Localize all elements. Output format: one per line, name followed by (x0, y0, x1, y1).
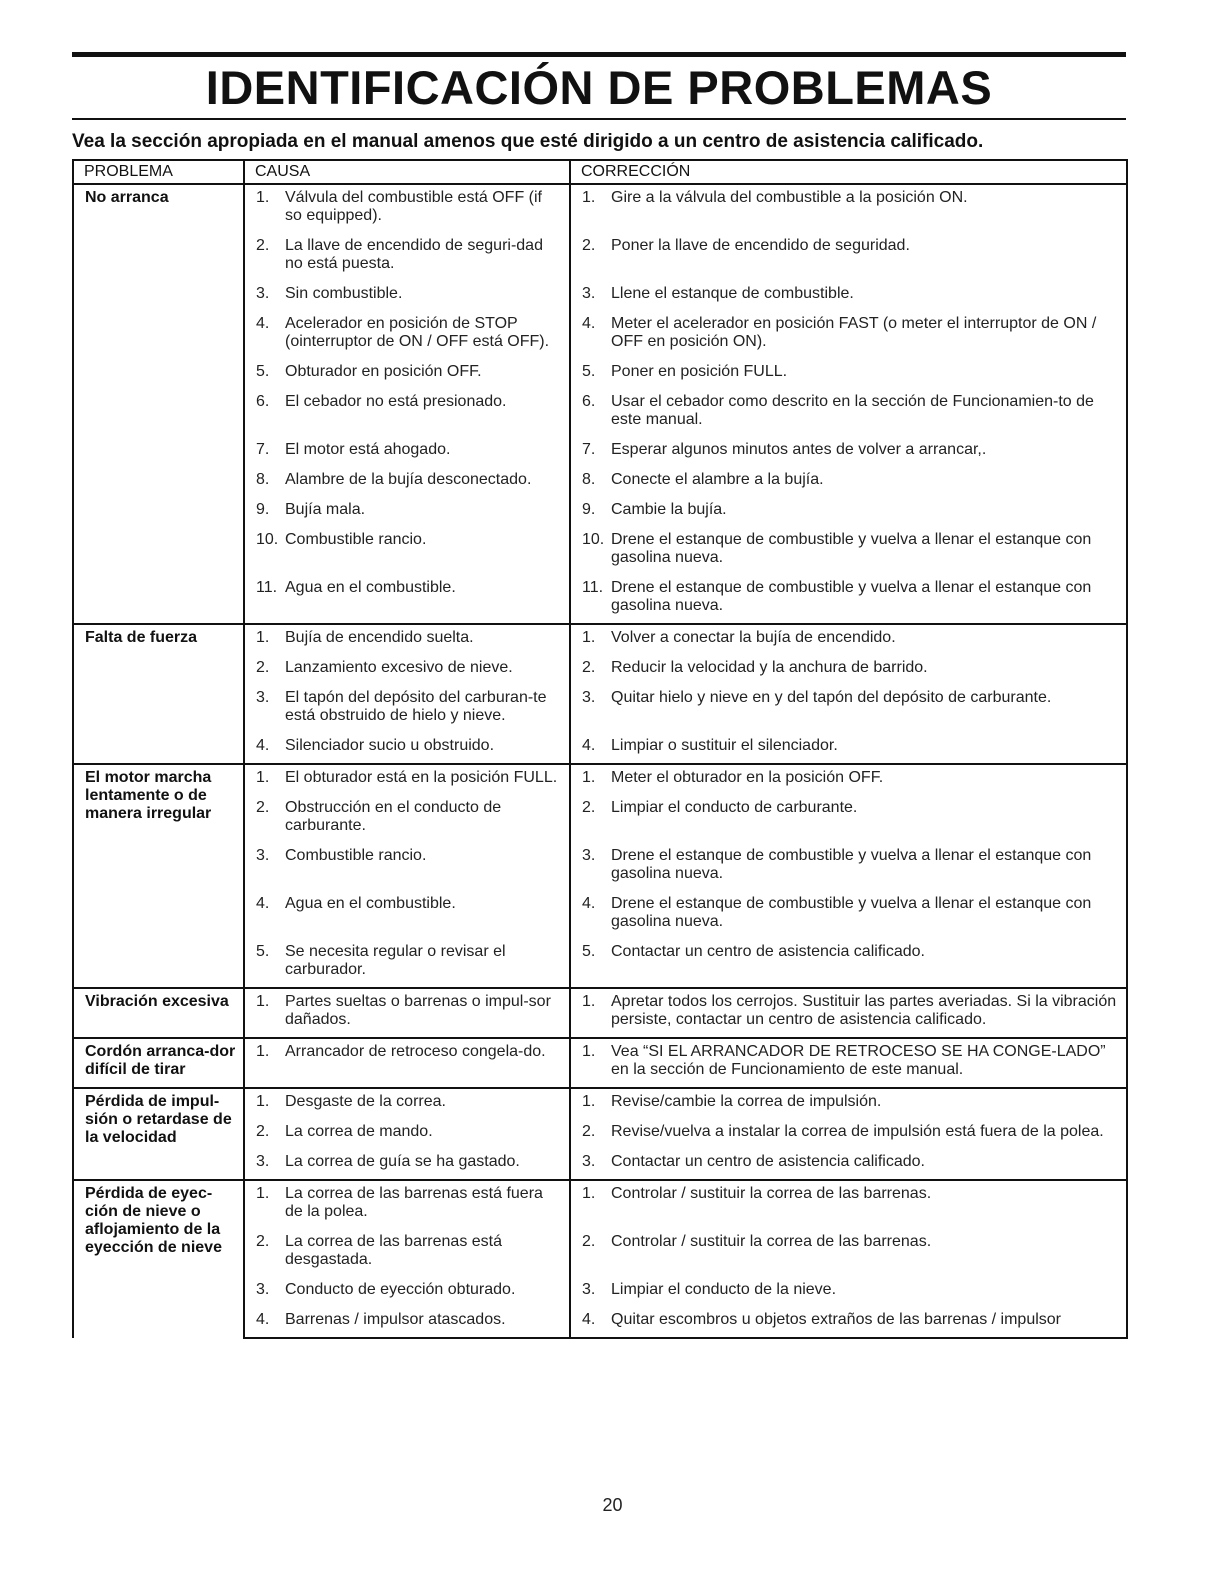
correction-number: 1. (582, 1185, 596, 1202)
correction-text: Drene el estanque de combustible y vuelva a llenar el estanque con gasolina nueva. (611, 847, 1092, 882)
cause-text: Alambre de la bujía desconectado. (285, 471, 532, 488)
cause-text: La llave de encendido de seguri-dad no está puesta. (285, 237, 543, 272)
cause-number: 3. (256, 1281, 270, 1298)
correction-number: 7. (582, 441, 596, 458)
header-cause: CAUSA (244, 160, 570, 184)
correction-cell (570, 281, 1127, 311)
correction-number: 1. (582, 629, 596, 646)
cause-number: 4. (256, 315, 270, 332)
cause-cell (244, 359, 570, 389)
cause-number: 1. (256, 769, 270, 786)
correction-number: 3. (582, 1281, 596, 1298)
cause-number: 8. (256, 471, 270, 488)
manual-page (72, 52, 1126, 1339)
troubleshooting-table (72, 159, 1128, 1339)
cause-number: 3. (256, 847, 270, 864)
correction-cell (570, 311, 1127, 359)
correction-text: Quitar hielo y nieve en y del tapón del depósito de carburante. (611, 689, 1052, 706)
correction-number: 2. (582, 799, 596, 816)
correction-number: 4. (582, 1311, 596, 1328)
cause-number: 1. (256, 1043, 270, 1060)
table-row (73, 988, 1127, 1038)
header-problem: PROBLEMA (73, 160, 244, 184)
correction-number: 8. (582, 471, 596, 488)
correction-text: Controlar / sustituir la correa de las barrenas. (611, 1185, 932, 1202)
correction-number: 5. (582, 943, 596, 960)
cause-number: 4. (256, 737, 270, 754)
cause-number: 2. (256, 237, 270, 254)
cause-number: 1. (256, 1093, 270, 1110)
correction-text: Limpiar el conducto de carburante. (611, 799, 858, 816)
correction-number: 3. (582, 847, 596, 864)
correction-number: 3. (582, 1153, 596, 1170)
cause-number: 1. (256, 1185, 270, 1202)
correction-text: Gire a la válvula del combustible a la posición ON. (611, 189, 968, 206)
cause-text: Se necesita regular o revisar el carburador. (285, 943, 506, 978)
cause-cell (244, 624, 570, 655)
cause-cell (244, 184, 570, 233)
table-row (73, 184, 1127, 233)
problem-cell: Vibración excesiva (73, 988, 244, 1038)
correction-text: Limpiar o sustituir el silenciador. (611, 737, 838, 754)
cause-cell (244, 281, 570, 311)
correction-cell (570, 527, 1127, 575)
cause-cell (244, 1038, 570, 1088)
cause-text: Desgaste de la correa. (285, 1093, 446, 1110)
correction-text: Revise/cambie la correa de impulsión. (611, 1093, 882, 1110)
cause-cell (244, 1088, 570, 1119)
correction-cell (570, 1180, 1127, 1229)
cause-number: 5. (256, 943, 270, 960)
problem-cell: Pérdida de eyec-ción de nieve o aflojamiento de la eyección de nieve (73, 1180, 244, 1338)
correction-cell (570, 575, 1127, 624)
cause-cell (244, 1149, 570, 1180)
cause-text: Agua en el combustible. (285, 895, 456, 912)
problem-cell: El motor marcha lentamente o de manera irregular (73, 764, 244, 988)
page-subtitle: Vea la sección apropiada en el manual amenos que esté dirigido a un centro de asistencia calificado. (72, 131, 984, 152)
correction-text: Contactar un centro de asistencia calificado. (611, 943, 925, 960)
cause-number: 2. (256, 1233, 270, 1250)
correction-number: 1. (582, 1043, 596, 1060)
problem-cell: Falta de fuerza (73, 624, 244, 764)
table-header-row (73, 160, 1127, 184)
correction-number: 6. (582, 393, 596, 410)
correction-number: 1. (582, 189, 596, 206)
cause-text: El motor está ahogado. (285, 441, 451, 458)
correction-number: 11. (582, 579, 604, 596)
correction-cell (570, 1229, 1127, 1277)
correction-cell (570, 1088, 1127, 1119)
correction-cell (570, 1119, 1127, 1149)
cause-text: Conducto de eyección obturado. (285, 1281, 516, 1298)
cause-text: El obturador está en la posición FULL. (285, 769, 558, 786)
correction-number: 5. (582, 363, 596, 380)
cause-cell (244, 1307, 570, 1338)
table-row (73, 764, 1127, 795)
correction-cell (570, 795, 1127, 843)
correction-text: Meter el acelerador en posición FAST (o meter el interruptor de ON / OFF en posición ON). (611, 315, 1097, 350)
cause-number: 2. (256, 1123, 270, 1140)
cause-cell (244, 988, 570, 1038)
cause-cell (244, 733, 570, 764)
correction-number: 9. (582, 501, 596, 518)
correction-number: 1. (582, 769, 596, 786)
correction-number: 2. (582, 659, 596, 676)
correction-cell (570, 1307, 1127, 1338)
cause-text: Partes sueltas o barrenas o impul-sor dañados. (285, 993, 551, 1028)
cause-number: 5. (256, 363, 270, 380)
cause-cell (244, 1119, 570, 1149)
correction-cell (570, 437, 1127, 467)
correction-text: Esperar algunos minutos antes de volver a arrancar,. (611, 441, 987, 458)
cause-text: La correa de guía se ha gastado. (285, 1153, 520, 1170)
title-rule-bottom (72, 118, 1126, 120)
correction-text: Revise/vuelva a instalar la correa de impulsión está fuera de la polea. (611, 1123, 1104, 1140)
table-row (73, 1180, 1127, 1229)
table-body (73, 184, 1127, 1338)
table-row (73, 1088, 1127, 1119)
correction-text: Limpiar el conducto de la nieve. (611, 1281, 837, 1298)
problem-cell: Cordón arranca-dor difícil de tirar (73, 1038, 244, 1088)
cause-number: 6. (256, 393, 270, 410)
cause-text: Sin combustible. (285, 285, 403, 302)
title-rule-top (72, 52, 1126, 57)
correction-cell (570, 389, 1127, 437)
correction-cell (570, 467, 1127, 497)
correction-text: Vea “SI EL ARRANCADOR DE RETROCESO SE HA CONGE-LADO” en la sección de Funcionamiento de este manual. (611, 1043, 1106, 1078)
cause-number: 4. (256, 1311, 270, 1328)
correction-number: 3. (582, 285, 596, 302)
correction-number: 2. (582, 1233, 596, 1250)
correction-text: Drene el estanque de combustible y vuelva a llenar el estanque con gasolina nueva. (611, 531, 1092, 566)
cause-cell (244, 939, 570, 988)
correction-cell (570, 891, 1127, 939)
cause-number: 1. (256, 629, 270, 646)
cause-number: 2. (256, 799, 270, 816)
cause-text: Barrenas / impulsor atascados. (285, 1311, 506, 1328)
correction-number: 3. (582, 689, 596, 706)
correction-cell (570, 843, 1127, 891)
correction-cell (570, 1277, 1127, 1307)
cause-number: 3. (256, 1153, 270, 1170)
cause-text: El tapón del depósito del carburan-te está obstruido de hielo y nieve. (285, 689, 547, 724)
correction-text: Reducir la velocidad y la anchura de barrido. (611, 659, 928, 676)
cause-text: Silenciador sucio u obstruido. (285, 737, 495, 754)
cause-text: Obstrucción en el conducto de carburante. (285, 799, 502, 834)
cause-cell (244, 437, 570, 467)
correction-cell (570, 685, 1127, 733)
table-row (73, 624, 1127, 655)
correction-text: Drene el estanque de combustible y vuelva a llenar el estanque con gasolina nueva. (611, 579, 1092, 614)
cause-cell (244, 1229, 570, 1277)
cause-number: 10. (256, 531, 279, 548)
cause-number: 1. (256, 189, 270, 206)
cause-text: La correa de las barrenas está desgastada. (285, 1233, 503, 1268)
page-number: 20 (602, 1495, 623, 1515)
cause-cell (244, 311, 570, 359)
cause-cell (244, 891, 570, 939)
correction-number: 1. (582, 993, 596, 1010)
correction-cell (570, 655, 1127, 685)
cause-number: 3. (256, 689, 270, 706)
cause-text: Arrancador de retroceso congela-do. (285, 1043, 546, 1060)
header-correction: CORRECCIÓN (570, 160, 1127, 184)
cause-text: Válvula del combustible está OFF (if so equipped). (285, 189, 542, 224)
correction-text: Drene el estanque de combustible y vuelva a llenar el estanque con gasolina nueva. (611, 895, 1092, 930)
cause-text: Combustible rancio. (285, 531, 427, 548)
cause-number: 9. (256, 501, 270, 518)
cause-number: 4. (256, 895, 270, 912)
correction-text: Usar el cebador como descrito en la sección de Funcionamien-to de este manual. (611, 393, 1094, 428)
cause-text: El cebador no está presionado. (285, 393, 507, 410)
cause-text: Acelerador en posición de STOP (ointerruptor de ON / OFF está OFF). (285, 315, 550, 350)
correction-number: 4. (582, 895, 596, 912)
cause-text: Combustible rancio. (285, 847, 427, 864)
correction-number: 4. (582, 737, 596, 754)
cause-cell (244, 764, 570, 795)
correction-number: 1. (582, 1093, 596, 1110)
cause-cell (244, 685, 570, 733)
correction-cell (570, 1038, 1127, 1088)
correction-text: Poner la llave de encendido de seguridad. (611, 237, 910, 254)
cause-number: 11. (256, 579, 278, 596)
correction-cell (570, 624, 1127, 655)
page-title: IDENTIFICACIÓN DE PROBLEMAS (205, 61, 993, 114)
cause-cell (244, 497, 570, 527)
cause-cell (244, 843, 570, 891)
correction-text: Poner en posición FULL. (611, 363, 788, 380)
correction-number: 2. (582, 1123, 596, 1140)
correction-number: 10. (582, 531, 605, 548)
cause-text: La correa de las barrenas está fuera de la polea. (285, 1185, 543, 1220)
correction-number: 2. (582, 237, 596, 254)
cause-number: 3. (256, 285, 270, 302)
cause-text: Obturador en posición OFF. (285, 363, 482, 380)
problem-cell: Pérdida de impul-sión o retardase de la velocidad (73, 1088, 244, 1180)
cause-cell (244, 233, 570, 281)
correction-text: Meter el obturador en la posición OFF. (611, 769, 884, 786)
cause-text: Bujía de encendido suelta. (285, 629, 474, 646)
correction-text: Conecte el alambre a la bujía. (611, 471, 824, 488)
cause-text: La correa de mando. (285, 1123, 433, 1140)
cause-text: Agua en el combustible. (285, 579, 456, 596)
correction-cell (570, 184, 1127, 233)
correction-cell (570, 939, 1127, 988)
cause-cell (244, 1277, 570, 1307)
cause-number: 7. (256, 441, 270, 458)
cause-cell (244, 575, 570, 624)
correction-text: Controlar / sustituir la correa de las barrenas. (611, 1233, 932, 1250)
correction-text: Llene el estanque de combustible. (611, 285, 854, 302)
cause-cell (244, 1180, 570, 1229)
cause-number: 2. (256, 659, 270, 676)
correction-cell (570, 233, 1127, 281)
cause-cell (244, 527, 570, 575)
cause-number: 1. (256, 993, 270, 1010)
cause-cell (244, 795, 570, 843)
table-row (73, 1038, 1127, 1088)
correction-cell (570, 733, 1127, 764)
correction-cell (570, 764, 1127, 795)
cause-cell (244, 467, 570, 497)
correction-cell (570, 497, 1127, 527)
correction-text: Quitar escombros u objetos extraños de las barrenas / impulsor (611, 1311, 1061, 1328)
correction-cell (570, 359, 1127, 389)
correction-number: 4. (582, 315, 596, 332)
cause-text: Bujía mala. (285, 501, 366, 518)
cause-cell (244, 655, 570, 685)
correction-cell (570, 988, 1127, 1038)
cause-text: Lanzamiento excesivo de nieve. (285, 659, 513, 676)
correction-text: Apretar todos los cerrojos. Sustituir las partes averiadas. Si la vibración persiste, contactar un centro de asistencia calificado. (611, 993, 1117, 1028)
correction-text: Cambie la bujía. (611, 501, 727, 518)
correction-text: Volver a conectar la bujía de encendido. (611, 629, 896, 646)
correction-text: Contactar un centro de asistencia calificado. (611, 1153, 925, 1170)
problem-cell: No arranca (73, 184, 244, 624)
cause-cell (244, 389, 570, 437)
correction-cell (570, 1149, 1127, 1180)
